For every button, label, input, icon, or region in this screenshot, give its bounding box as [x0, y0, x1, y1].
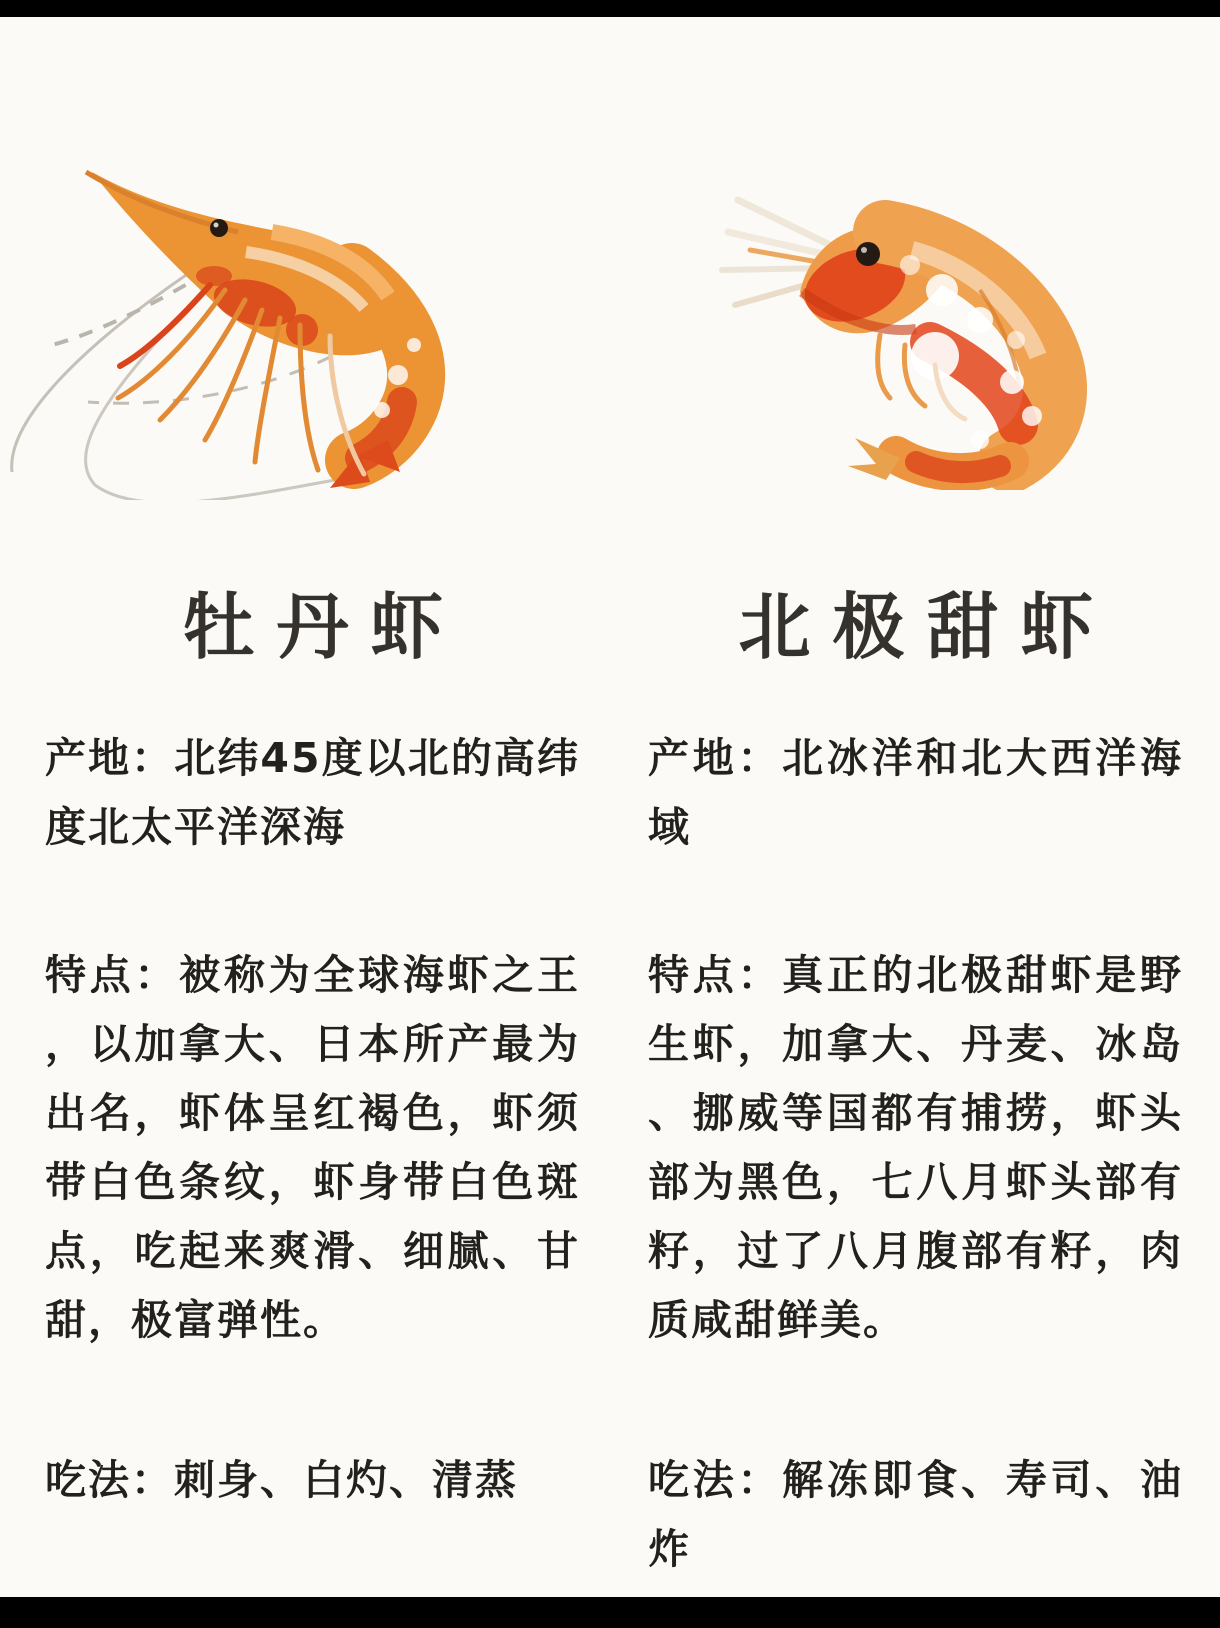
spot-prawn-illustration	[0, 140, 500, 500]
features-text: 特点：被称为全球海虾之王，以加拿大、日本所产最为出名，虾体呈红褐色，虾须带白色条纹，虾身带白色斑点，吃起来爽滑、细腻、甘甜，极富弹性。	[45, 951, 580, 1344]
card-title-botan: 牡丹虾	[182, 585, 465, 669]
tail-red-edge	[916, 462, 1000, 472]
arctic-sweet-shrimp-illustration	[680, 170, 1100, 490]
eating-methods-text: 吃法：刺身、白灼、清蒸	[45, 1456, 518, 1504]
eye-glint	[861, 247, 867, 253]
eye	[856, 242, 880, 266]
card-title-arctic: 北极甜虾	[738, 585, 1115, 669]
eye	[210, 219, 228, 237]
eye-glint	[214, 223, 219, 228]
eating-methods-text: 吃法：解冻即食、寿司、油炸	[648, 1456, 1183, 1573]
card-arctic-sweet-shrimp	[648, 0, 1183, 1597]
card-botan-shrimp	[45, 0, 580, 1597]
origin-text: 产地：北冰洋和北大西洋海域	[648, 734, 1183, 851]
bottom-letterbox-bar	[0, 1597, 1220, 1628]
origin-text: 产地：北纬45度以北的高纬度北太平洋深海	[45, 734, 580, 851]
features-text: 特点：真正的北极甜虾是野生虾，加拿大、丹麦、冰岛、挪威等国都有捕捞，虾头部为黑色，七八月虾头部有籽，过了八月腹部有籽，肉质咸甜鲜美。	[648, 951, 1183, 1344]
